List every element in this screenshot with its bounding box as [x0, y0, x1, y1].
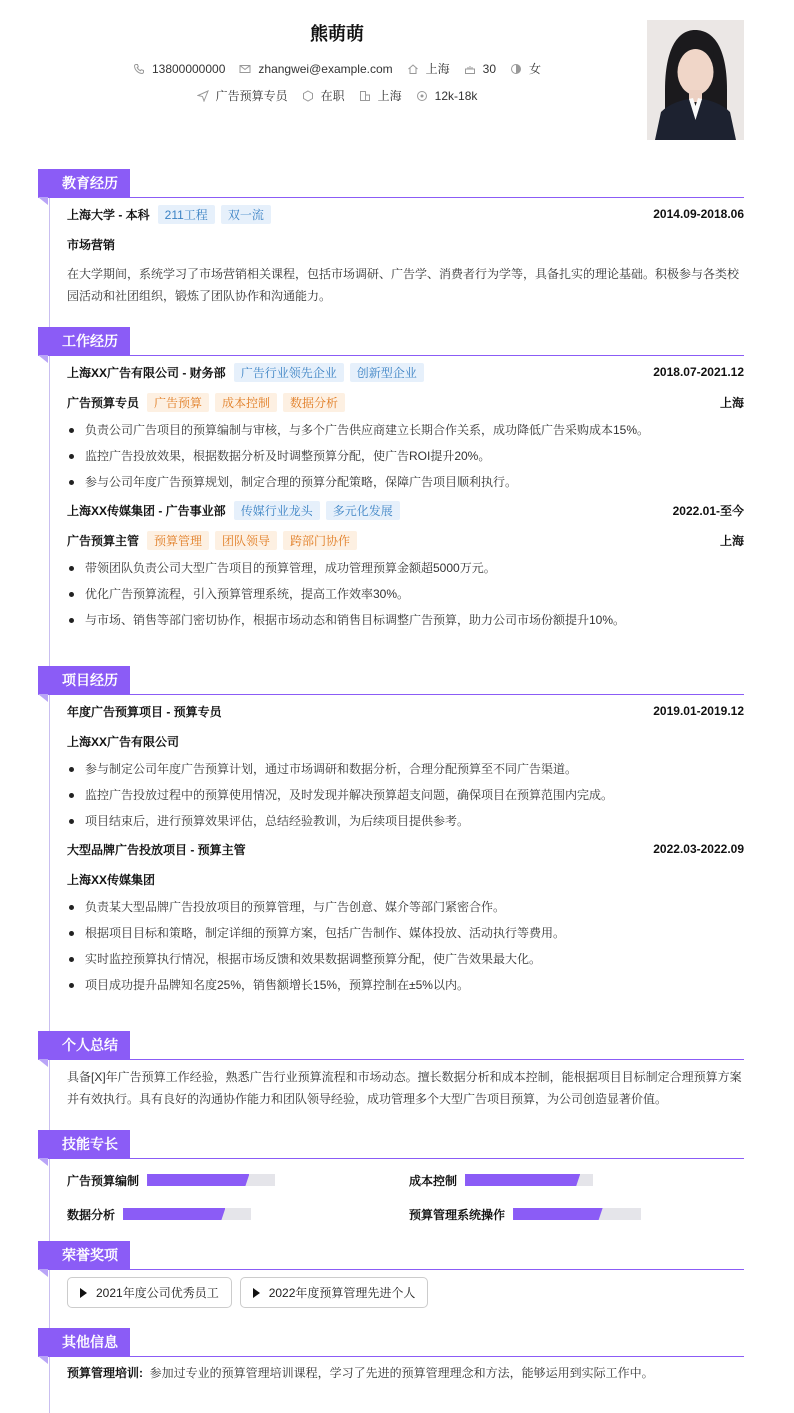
- work-section: [38, 327, 744, 633]
- skill-bar: [147, 1174, 275, 1186]
- profile-photo: [647, 20, 744, 140]
- section-divider: [38, 1356, 744, 1357]
- award-label: 2022年度预算管理先进个人: [268, 1286, 416, 1300]
- skill-bar: [123, 1208, 251, 1220]
- building-icon: [359, 90, 371, 102]
- section-header: [38, 1031, 744, 1061]
- list-item: 与市场、销售等部门密切协作，根据市场动态和销售目标调整广告预算，助力公司市场份额提升10%。: [67, 607, 744, 633]
- award-badge: [240, 1277, 429, 1308]
- list-item: 参与公司年度广告预算规划，制定合理的预算分配策略，保障广告项目顺利执行。: [67, 469, 744, 495]
- resume-header: [0, 0, 794, 150]
- project-org: 上海XX传媒集团: [67, 872, 156, 887]
- list-item: 参与制定公司年度广告预算计划，通过市场调研和数据分析，合理分配预算至不同广告渠道。: [67, 756, 744, 782]
- project-date: 2019.01-2019.12: [653, 704, 744, 718]
- section-divider: [38, 1158, 744, 1159]
- skills-section: [38, 1130, 744, 1231]
- project-org-row: [67, 726, 744, 756]
- work-company-row: [67, 357, 744, 387]
- skill-bar: [465, 1174, 593, 1186]
- salary-item: [416, 89, 478, 103]
- gender-item: [510, 60, 541, 77]
- section-fold-decoration: [38, 1269, 48, 1277]
- phone-item: [133, 62, 225, 76]
- phone-value: 13800000000: [151, 61, 226, 76]
- work-company-row: [67, 495, 744, 525]
- awards-section: [38, 1241, 744, 1308]
- skill-bar-fill: [465, 1174, 580, 1186]
- project-org: 上海XX广告有限公司: [67, 734, 180, 749]
- role-name: 广告预算专员: [67, 395, 140, 410]
- list-item: 根据项目目标和策略，制定详细的预算方案，包括广告制作、媒体投放、活动执行等费用。: [67, 920, 744, 946]
- project-title: 大型品牌广告投放项目 - 预算主管: [67, 842, 246, 857]
- section-fold-decoration: [38, 355, 48, 363]
- section-fold-decoration: [38, 1356, 48, 1364]
- section-title: 其他信息: [38, 1328, 130, 1356]
- projects-section: [38, 666, 744, 998]
- list-item: 优化广告预算流程，引入预算管理系统，提高工作效率30%。: [67, 581, 744, 607]
- company-tag: 广告行业领先企业: [234, 363, 344, 382]
- work-city: 上海: [719, 395, 744, 410]
- age-item: [464, 62, 496, 76]
- email-item: [239, 62, 392, 76]
- role-tag: 预算管理: [147, 531, 209, 550]
- skill-item: [67, 1197, 409, 1231]
- education-description: 在大学期间，系统学习了市场营销相关课程，包括市场调研、广告学、消费者行为学等，具备扎实的理论基础。积极参与各类校园活动和社团组织，锻炼了团队协作和沟通能力。: [67, 267, 740, 303]
- skill-bar-fill: [513, 1208, 603, 1220]
- skill-name: 数据分析: [67, 1207, 116, 1222]
- section-title: 工作经历: [38, 327, 130, 355]
- work-date: 2022.01-至今: [672, 503, 744, 518]
- section-title: 个人总结: [38, 1031, 130, 1059]
- company-tag: 创新型企业: [350, 363, 424, 382]
- major-name: 市场营销: [67, 237, 116, 252]
- triangle-icon: [80, 1288, 87, 1298]
- section-header: [38, 1130, 744, 1160]
- list-item: 带领团队负责公司大型广告项目的预算管理，成功管理预算金额超5000万元。: [67, 555, 744, 581]
- role-tag: 跨部门协作: [283, 531, 357, 550]
- section-header: [38, 666, 744, 696]
- skill-name: 广告预算编制: [67, 1173, 140, 1188]
- skill-bar-fill: [147, 1174, 249, 1186]
- summary-text: 具备[X]年广告预算工作经验，熟悉广告行业预算流程和市场动态。擅长数据分析和成本控制，能根据项目目标制定合理预算方案并有效执行。具有良好的沟通协作能力和团队领导经验，成功管理多个大型广告项目预算，为公司创造显著价值。: [67, 1070, 742, 1106]
- award-badge: [67, 1277, 232, 1308]
- send-icon: [197, 90, 209, 102]
- major-row: [67, 229, 744, 259]
- section-divider: [38, 694, 744, 695]
- role-tag: 团队领导: [215, 531, 277, 550]
- other-section: [38, 1328, 744, 1384]
- skill-item: [67, 1163, 409, 1197]
- salary-icon: [416, 90, 428, 102]
- salary-value: 12k-18k: [434, 88, 478, 103]
- section-header: [38, 1328, 744, 1358]
- section-title: 项目经历: [38, 666, 130, 694]
- work-role-row: [67, 387, 744, 417]
- gender-icon: [510, 63, 522, 75]
- skill-bar-fill: [123, 1208, 225, 1220]
- project-title: 年度广告预算项目 - 预算专员: [67, 704, 222, 719]
- gender-value: 女: [529, 62, 542, 76]
- candidate-name: 熊萌萌: [310, 24, 364, 44]
- section-divider: [38, 197, 744, 198]
- role-tag: 成本控制: [215, 393, 277, 412]
- company-tag: 传媒行业龙头: [234, 501, 320, 520]
- location-value: 上海: [425, 62, 450, 76]
- work-bullets: [67, 555, 744, 633]
- project-date: 2022.03-2022.09: [653, 842, 744, 856]
- work-city-value: 上海: [377, 89, 402, 103]
- phone-icon: [133, 63, 145, 75]
- other-info-text: 参加过专业的预算管理培训课程，学习了先进的预算管理理念和方法，能够运用到实际工作中。: [149, 1366, 654, 1380]
- status-value: 在职: [320, 89, 345, 103]
- education-row: [67, 199, 744, 229]
- section-divider: [38, 1269, 744, 1270]
- company-tag: 多元化发展: [326, 501, 400, 520]
- section-header: [38, 327, 744, 357]
- status-item: [302, 87, 345, 104]
- list-item: 监控广告投放效果，根据数据分析及时调整预算分配，使广告ROI提升20%。: [67, 443, 744, 469]
- summary-section: [38, 1031, 744, 1112]
- work-city: 上海: [719, 533, 744, 548]
- location-item: [407, 60, 450, 77]
- section-fold-decoration: [38, 1059, 48, 1067]
- triangle-icon: [253, 1288, 260, 1298]
- list-item: 实时监控预算执行情况，根据市场反馈和效果数据调整预算分配，使广告效果最大化。: [67, 946, 744, 972]
- skills-grid: [67, 1160, 744, 1231]
- section-divider: [38, 1059, 744, 1060]
- education-section: [38, 169, 744, 309]
- school-tag: 双一流: [221, 205, 271, 224]
- project-org-row: [67, 864, 744, 894]
- section-header: [38, 1241, 744, 1271]
- list-item: 项目结束后，进行预算效果评估，总结经验教训，为后续项目提供参考。: [67, 808, 744, 834]
- section-title: 教育经历: [38, 169, 130, 197]
- job-target-value: 广告预算专员: [215, 89, 288, 103]
- skill-name: 预算管理系统操作: [409, 1207, 506, 1222]
- role-tag: 广告预算: [147, 393, 209, 412]
- award-label: 2021年度公司优秀员工: [96, 1286, 219, 1300]
- section-title: 技能专长: [38, 1130, 130, 1158]
- other-info: [67, 1358, 744, 1384]
- list-item: 监控广告投放过程中的预算使用情况，及时发现并解决预算超支问题，确保项目在预算范围内完成。: [67, 782, 744, 808]
- section-fold-decoration: [38, 1158, 48, 1166]
- email-value: zhangwei@example.com: [258, 61, 393, 76]
- skill-item: [409, 1163, 709, 1197]
- school-tag: 211工程: [158, 205, 215, 224]
- education-date: 2014.09-2018.06: [653, 207, 744, 221]
- work-role-row: [67, 525, 744, 555]
- section-divider: [38, 355, 744, 356]
- work-city-item: [359, 87, 402, 104]
- project-bullets: [67, 894, 744, 998]
- project-title-row: [67, 834, 744, 864]
- role-name: 广告预算主管: [67, 533, 140, 548]
- other-info-label: 预算管理培训:: [67, 1366, 143, 1380]
- skill-item: [409, 1197, 709, 1231]
- work-date: 2018.07-2021.12: [653, 365, 744, 379]
- company-name: 上海XX传媒集团 - 广告事业部: [67, 503, 226, 518]
- job-intent-row: [0, 87, 674, 104]
- skill-name: 成本控制: [409, 1173, 458, 1188]
- school-name: 上海大学 - 本科: [67, 207, 150, 222]
- section-fold-decoration: [38, 197, 48, 205]
- age-icon: [464, 63, 476, 75]
- email-icon: [239, 63, 251, 75]
- status-icon: [302, 90, 314, 102]
- section-header: [38, 169, 744, 199]
- awards-list: [67, 1271, 744, 1308]
- list-item: 负责某大型品牌广告投放项目的预算管理，与广告创意、媒介等部门紧密合作。: [67, 894, 744, 920]
- list-item: 项目成功提升品牌知名度25%，销售额增长15%，预算控制在±5%以内。: [67, 972, 744, 998]
- skill-bar: [513, 1208, 641, 1220]
- company-name: 上海XX广告有限公司 - 财务部: [67, 365, 226, 380]
- project-bullets: [67, 756, 744, 834]
- section-title: 荣誉奖项: [38, 1241, 130, 1269]
- age-value: 30: [482, 61, 497, 76]
- section-fold-decoration: [38, 694, 48, 702]
- contact-row: [0, 60, 674, 77]
- project-title-row: [67, 696, 744, 726]
- role-tag: 数据分析: [283, 393, 345, 412]
- home-icon: [407, 63, 419, 75]
- job-target-item: [197, 87, 288, 104]
- list-item: 负责公司广告项目的预算编制与审核，与多个广告供应商建立长期合作关系，成功降低广告采购成本15%。: [67, 417, 744, 443]
- work-bullets: [67, 417, 744, 495]
